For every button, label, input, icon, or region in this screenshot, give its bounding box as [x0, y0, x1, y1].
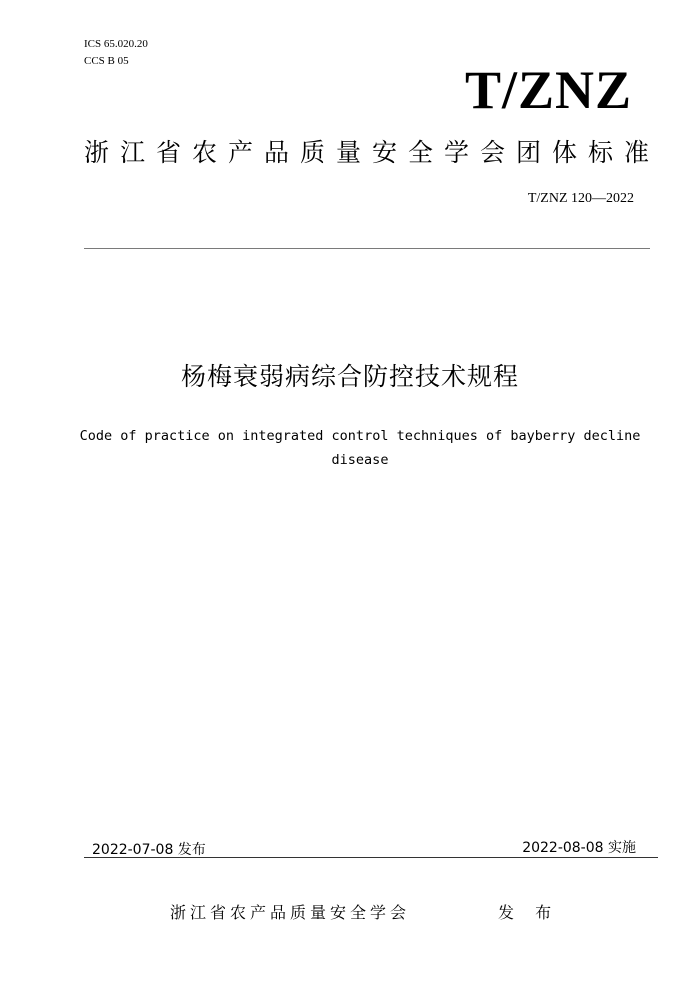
org-standard-title: 浙江省农产品质量安全学会团体标准: [84, 138, 661, 167]
implement-date: 2022-08-08 实施: [522, 840, 636, 856]
footer-divider: [84, 857, 658, 858]
standard-number: T/ZNZ 120—2022: [527, 191, 634, 206]
ics-code: ICS 65.020.20: [84, 38, 148, 50]
issue-label: 发 布: [498, 903, 560, 922]
header-divider: [84, 248, 650, 249]
standard-logo: T/ZNZ: [464, 60, 632, 120]
ccs-code: CCS B 05: [84, 55, 129, 67]
publish-date: 2022-07-08 发布: [92, 842, 206, 858]
issuing-organization: 浙江省农产品质量安全学会: [170, 903, 411, 922]
document-title-zh: 杨梅衰弱病综合防控技术规程: [180, 362, 519, 391]
document-title-en: Code of practice on integrated control techniques of bayberry decline disease: [79, 428, 641, 468]
